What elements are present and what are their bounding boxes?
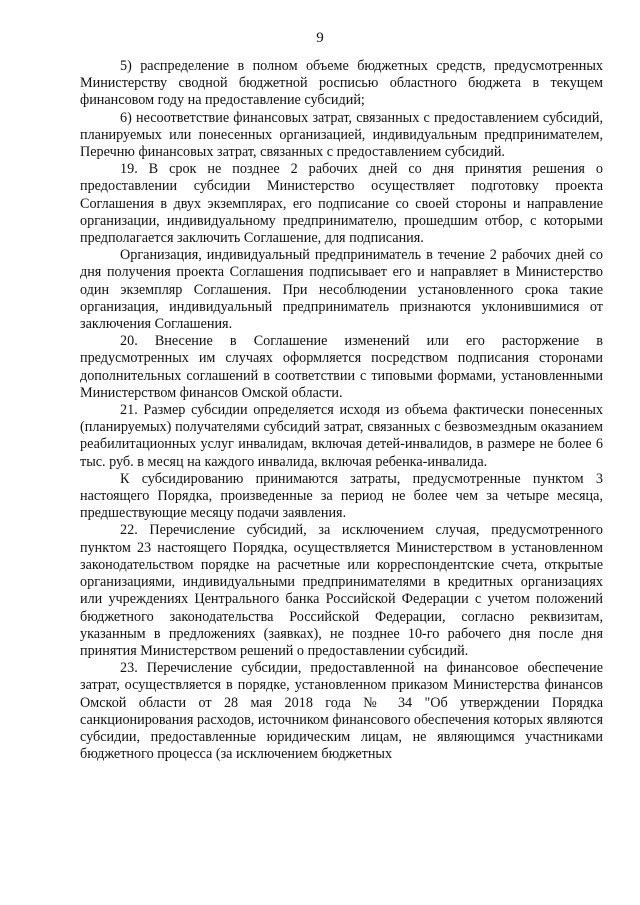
- paragraph-item-5: 5) распределение в полном объеме бюджетных средств, предусмотренных Министерству сводной бюджетной росписью областного бюджета в текущем финансовом году на предоставление субсидий;: [80, 58, 603, 109]
- document-body: [80, 58, 603, 763]
- paragraph-clause-21-costs: К субсидированию принимаются затраты, предусмотренные пунктом 3 настоящего Порядка, произведенные за период не более чем за четыре месяца, предшествующие месяцу подачи заявления.: [80, 470, 603, 522]
- page-number: 9: [316, 30, 324, 46]
- paragraph-clause-19-signing: Организация, индивидуальный предприниматель в течение 2 рабочих дней со дня получения проекта Соглашения подписывает его и направляет в Министерство один экземпляр Соглашения. При несоблюдении установленного срока такие организация, индивидуальный предприниматель признаются уклонившимися от заключения Соглашения.: [80, 247, 603, 333]
- paragraph-clause-19: 19. В срок не позднее 2 рабочих дней со дня принятия решения о предоставлении субсидии Министерство осуществляет подготовку проекта Соглашения в двух экземплярах, его подписание со своей стороны и направление организации, индивидуальному предпринимателю, прошедшим отбор, с которыми предполагается заключить Соглашение, для подписания.: [80, 161, 603, 247]
- paragraph-clause-22: 22. Перечисление субсидий, за исключением случая, предусмотренного пунктом 23 настоящего Порядка, осуществляется Министерством в установленном законодательством порядке на расчетные или корреспондентские счета, открытые организациями, индивидуальными предпринимателями в кредитных организациях или учреждениях Центрального банка Российской Федерации с учетом положений бюджетного законодательства Российской Федерации, согласно реквизитам, указанным в предложениях (заявках), не позднее 10-го рабочего дня после дня принятия Министерством решений о предоставлении субсидий.: [80, 522, 603, 659]
- paragraph-clause-23: 23. Перечисление субсидии, предоставленной на финансовое обеспечение затрат, осуществляется в порядке, установленном приказом Министерства финансов Омской области от 28 мая 2018 года № 34 "Об утверждении Порядка санкционирования расходов, источником финансового обеспечения которых являются субсидии, предоставленные юридическим лицам, не являющимся участниками бюджетного процесса (за исключением бюджетных: [80, 660, 603, 763]
- paragraph-clause-21: 21. Размер субсидии определяется исходя из объема фактически понесенных (планируемых) получателями субсидий затрат, связанных с безвозмездным оказанием реабилитационных услуг инвалидам, включая детей-инвалидов, в размере не более 6 тыс. руб. в месяц на каждого инвалида, включая ребенка-инвалида.: [80, 402, 603, 470]
- paragraph-item-6: 6) несоответствие финансовых затрат, связанных с предоставлением субсидий, планируемых или понесенных организацией, индивидуальным предпринимателем, Перечню финансовых затрат, связанных с предоставлением субсидий.: [80, 109, 603, 161]
- paragraph-clause-20: 20. Внесение в Соглашение изменений или его расторжение в предусмотренных им случаях оформляется посредством подписания сторонами дополнительных соглашений в соответствии с типовыми формами, установленными Министерством финансов Омской области.: [80, 333, 603, 401]
